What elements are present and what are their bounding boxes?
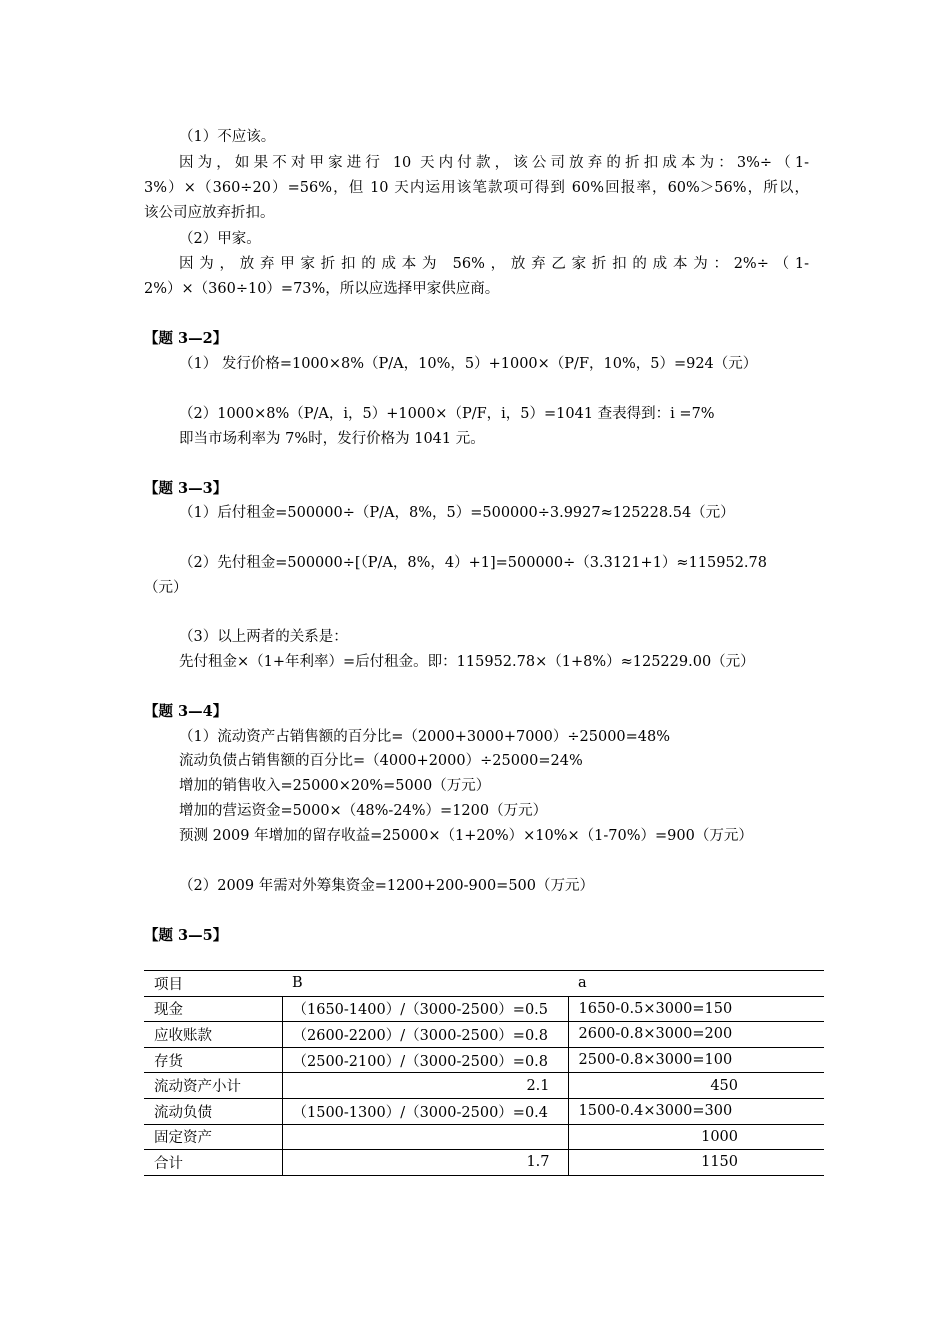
table-row: [144, 1022, 824, 1048]
answer-1-line: （1）不应该。: [179, 129, 276, 145]
table-cell: 流动资产小计: [144, 1073, 282, 1099]
table-cell: 1500-0.4×3000=300: [568, 1098, 824, 1124]
q33-line: （元）: [144, 580, 188, 596]
q33-line: （1）后付租金=500000÷（P/A，8%，5）=500000÷3.9927≈125228.54（元）: [179, 505, 735, 521]
table-row: [144, 1150, 824, 1176]
table-row: [144, 1073, 824, 1099]
table-cell: （2500-2100）/（3000-2500）=0.8: [282, 1047, 568, 1073]
answer-1-reason-line: 因为，如果不对甲家进行 10 天内付款，该公司放弃的折扣成本为：3%÷（1-: [179, 155, 809, 171]
table-cell: 应收账款: [144, 1022, 282, 1048]
answer-2-reason-line: 2%）×（360÷10）=73%，所以应选择甲家供应商。: [144, 281, 500, 297]
table-cell: 2.1: [282, 1073, 568, 1099]
table-header-cell: a: [568, 971, 824, 997]
section-heading-3-3: 【题 3—3】: [144, 480, 228, 497]
q34-line: 流动负债占销售额的百分比=（4000+2000）÷25000=24%: [179, 753, 583, 769]
table-cell: 现金: [144, 996, 282, 1022]
section-heading-3-2: 【题 3—2】: [144, 330, 228, 347]
q34-line: 增加的销售收入=25000×20%=5000（万元）: [179, 778, 491, 794]
table-cell: 1150: [568, 1150, 824, 1176]
table-cell: 1.7: [282, 1150, 568, 1176]
answer-2-line: （2）甲家。: [179, 231, 261, 247]
table-cell: 流动负债: [144, 1098, 282, 1124]
table-header-row: [144, 971, 824, 997]
table-cell: （1650-1400）/（3000-2500）=0.5: [282, 996, 568, 1022]
table-header-cell: 项目: [144, 971, 282, 997]
q32-line: （2）1000×8%（P/A，i，5）+1000×（P/F，i，5）=1041 查表得到：i =7%: [179, 406, 715, 422]
answer-2-reason-line: 因为，放弃甲家折扣的成本为 56%，放弃乙家折扣的成本为：2%÷（1-: [179, 256, 809, 272]
table-row: [144, 1047, 824, 1073]
table-header-cell: B: [282, 971, 568, 997]
table-cell: 2600-0.8×3000=200: [568, 1022, 824, 1048]
q33-line: （3）以上两者的关系是：: [179, 629, 348, 645]
table-cell: （2600-2200）/（3000-2500）=0.8: [282, 1022, 568, 1048]
table-row: [144, 996, 824, 1022]
table-row: [144, 1098, 824, 1124]
q34-line: 预测 2009 年增加的留存收益=25000×（1+20%）×10%×（1-70%）=900（万元）: [179, 828, 753, 844]
section-heading-3-5: 【题 3—5】: [144, 927, 228, 944]
q34-line: （1）流动资产占销售额的百分比=（2000+3000+7000）÷25000=48%: [179, 729, 671, 745]
q34-line: （2）2009 年需对外筹集资金=1200+200-900=500（万元）: [179, 878, 595, 894]
answer-1-reason-line: 3%）×（360÷20）=56%，但 10 天内运用该笔款项可得到 60%回报率，60%＞56%，所以，: [144, 180, 809, 196]
q34-line: 增加的营运资金=5000×（48%-24%）=1200（万元）: [179, 803, 548, 819]
table-cell: [282, 1124, 568, 1150]
table-row: [144, 1124, 824, 1150]
table-cell: 1000: [568, 1124, 824, 1150]
q33-line: （2）先付租金=500000÷[（P/A，8%，4）+1]=500000÷（3.3121+1）≈115952.78: [179, 555, 767, 571]
table-cell: （1500-1300）/（3000-2500）=0.4: [282, 1098, 568, 1124]
table-cell: 存货: [144, 1047, 282, 1073]
table-cell: 固定资产: [144, 1124, 282, 1150]
regression-table: [144, 970, 824, 1176]
q32-line: （1） 发行价格=1000×8%（P/A，10%，5）+1000×（P/F，10%，5）=924（元）: [179, 356, 758, 372]
table-cell: 1650-0.5×3000=150: [568, 996, 824, 1022]
table-cell: 合计: [144, 1150, 282, 1176]
section-heading-3-4: 【题 3—4】: [144, 703, 228, 720]
table-cell: 2500-0.8×3000=100: [568, 1047, 824, 1073]
q32-line: 即当市场利率为 7%时，发行价格为 1041 元。: [179, 431, 485, 447]
table-cell: 450: [568, 1073, 824, 1099]
answer-1-reason-line: 该公司应放弃折扣。: [144, 205, 275, 221]
q33-line: 先付租金×（1+年利率）=后付租金。即：115952.78×（1+8%）≈125229.00（元）: [179, 654, 755, 670]
